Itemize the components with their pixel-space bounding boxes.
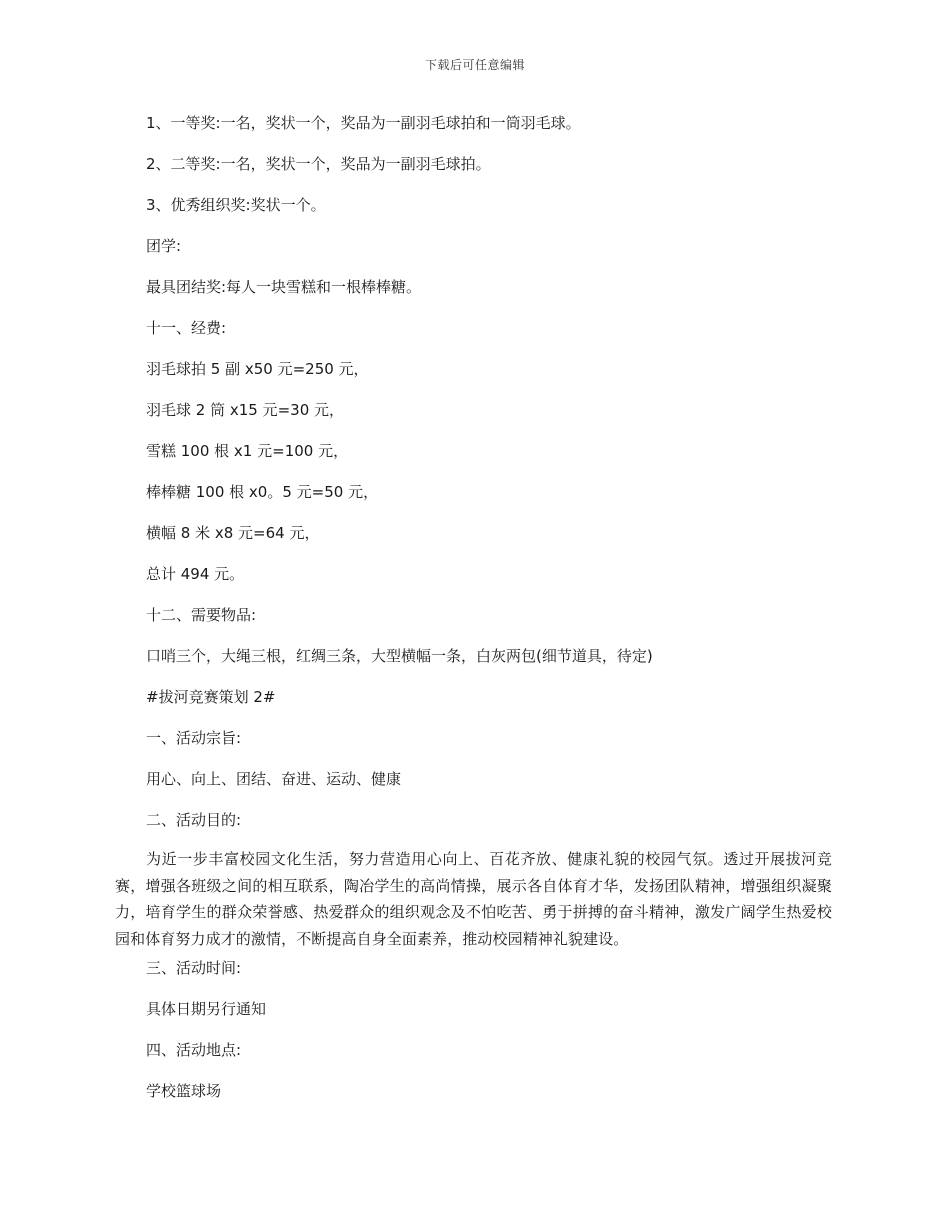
text-line: 雪糕 100 根 x1 元=100 元， [146, 442, 349, 460]
text-line: 横幅 8 米 x8 元=64 元， [146, 524, 320, 542]
text-line: 棒棒糖 100 根 x0。5 元=50 元， [146, 483, 379, 501]
text-line: 羽毛球 2 筒 x15 元=30 元， [146, 401, 345, 419]
text-line: 最具团结奖:每人一块雪糕和一根棒棒糖。 [146, 278, 422, 296]
section-heading: 二、活动目的: [146, 811, 242, 829]
text-line: 具体日期另行通知 [146, 1000, 267, 1018]
text-line: 口哨三个，大绳三根，红绸三条，大型横幅一条，白灰两包(细节道具，待定) [146, 647, 653, 665]
section-heading: 一、活动宗旨: [146, 729, 242, 747]
text-line: 3、优秀组织奖:奖状一个。 [146, 196, 326, 214]
document-title: #拔河竞赛策划 2# [146, 688, 276, 706]
text-line: 总计 494 元。 [146, 565, 245, 583]
text-line: 2、二等奖:一名，奖状一个，奖品为一副羽毛球拍。 [146, 155, 491, 173]
text-line: 学校篮球场 [146, 1082, 222, 1100]
text-line: 团学: [146, 237, 182, 255]
section-heading: 十二、需要物品: [146, 606, 257, 624]
text-line: 用心、向上、团结、奋进、运动、健康 [146, 770, 402, 788]
section-heading: 三、活动时间: [146, 959, 242, 977]
text-line: 羽毛球拍 5 副 x50 元=250 元， [146, 360, 369, 378]
page-header: 下载后可任意编辑 [424, 58, 525, 72]
section-heading: 十一、经费: [146, 319, 227, 337]
section-heading: 四、活动地点: [146, 1041, 242, 1059]
body-paragraph: 为近一步丰富校园文化生活，努力营造用心向上、百花齐放、健康礼貌的校园气氛。透过开展拔河竞赛，增强各班级之间的相互联系，陶冶学生的高尚情操，展示各自体育才华，发扬团队精神，增强组织凝聚力，培育学生的群众荣誉感、热爱群众的组织观念及不怕吃苦、勇于拼搏的奋斗精神，激发广阔学生热爱校园和体育努力成才的激情，不断提高自身全面素养，推动校园精神礼貌建设。 [115, 850, 832, 948]
text-line: 1、一等奖:一名，奖状一个，奖品为一副羽毛球拍和一筒羽毛球。 [146, 114, 581, 132]
